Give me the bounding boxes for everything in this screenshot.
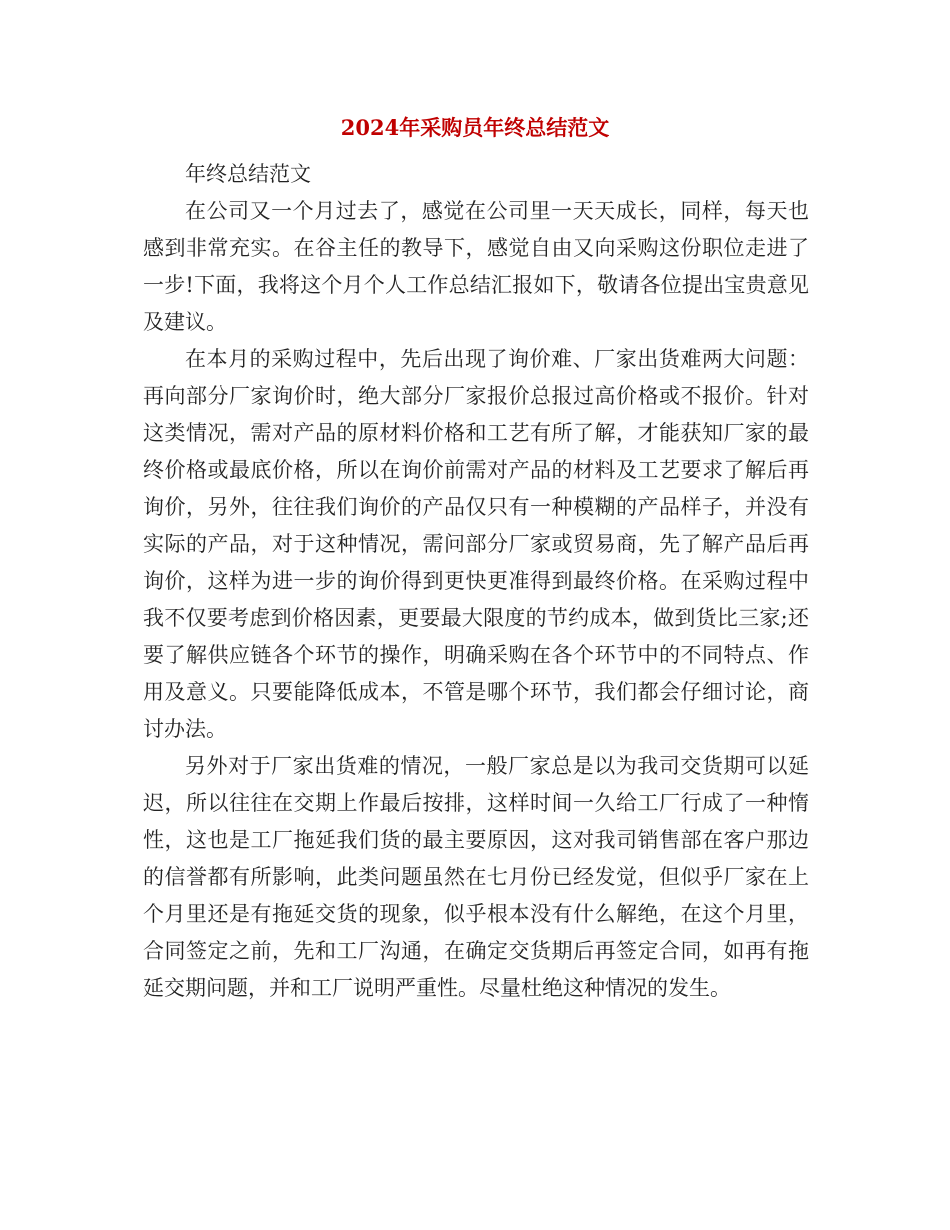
- paragraph-intro: 在公司又一个月过去了，感觉在公司里一天天成长，同样，每天也感到非常充实。在谷主任的教导下，感觉自由又向采购这份职位走进了一步!下面，我将这个月个人工作总结汇报如下，敬请各位提出宝贵意见及建议。: [143, 199, 809, 334]
- document-body: [143, 156, 809, 1007]
- paragraph-subtitle: 年终总结范文: [185, 162, 311, 186]
- paragraph-inquiry-issues: 在本月的采购过程中，先后出现了询价难、厂家出货难两大问题：再向部分厂家询价时，绝大部分厂家报价总报过高价格或不报价。针对这类情况，需对产品的原材料价格和工艺有所了解，才能获知厂家的最终价格或最底价格，所以在询价前需对产品的材料及工艺要求了解后再询价，另外，往往我们询价的产品仅只有一种模糊的产品样子，并没有实际的产品，对于这种情况，需问部分厂家或贸易商，先了解产品后再询价，这样为进一步的询价得到更快更准得到最终价格。在采购过程中我不仅要考虑到价格因素，更要最大限度的节约成本，做到货比三家;还要了解供应链各个环节的操作，明确采购在各个环节中的不同特点、作用及意义。只要能降低成本，不管是哪个环节，我们都会仔细讨论，商讨办法。: [143, 347, 809, 741]
- page-title: 2024年采购员年终总结范文: [340, 115, 610, 140]
- paragraph-delivery-issues: 另外对于厂家出货难的情况，一般厂家总是以为我司交货期可以延迟，所以往往在交期上作最后按排，这样时间一久给工厂行成了一种惰性，这也是工厂拖延我们货的最主要原因，这对我司销售部在客户那边的信誉都有所影响，此类问题虽然在七月份已经发觉，但似乎厂家在上个月里还是有拖延交货的现象，似乎根本没有什么解绝，在这个月里，合同签定之前，先和工厂沟通，在确定交货期后再签定合同，如再有拖延交期问题，并和工厂说明严重性。尽量杜绝这种情况的发生。: [143, 754, 809, 1000]
